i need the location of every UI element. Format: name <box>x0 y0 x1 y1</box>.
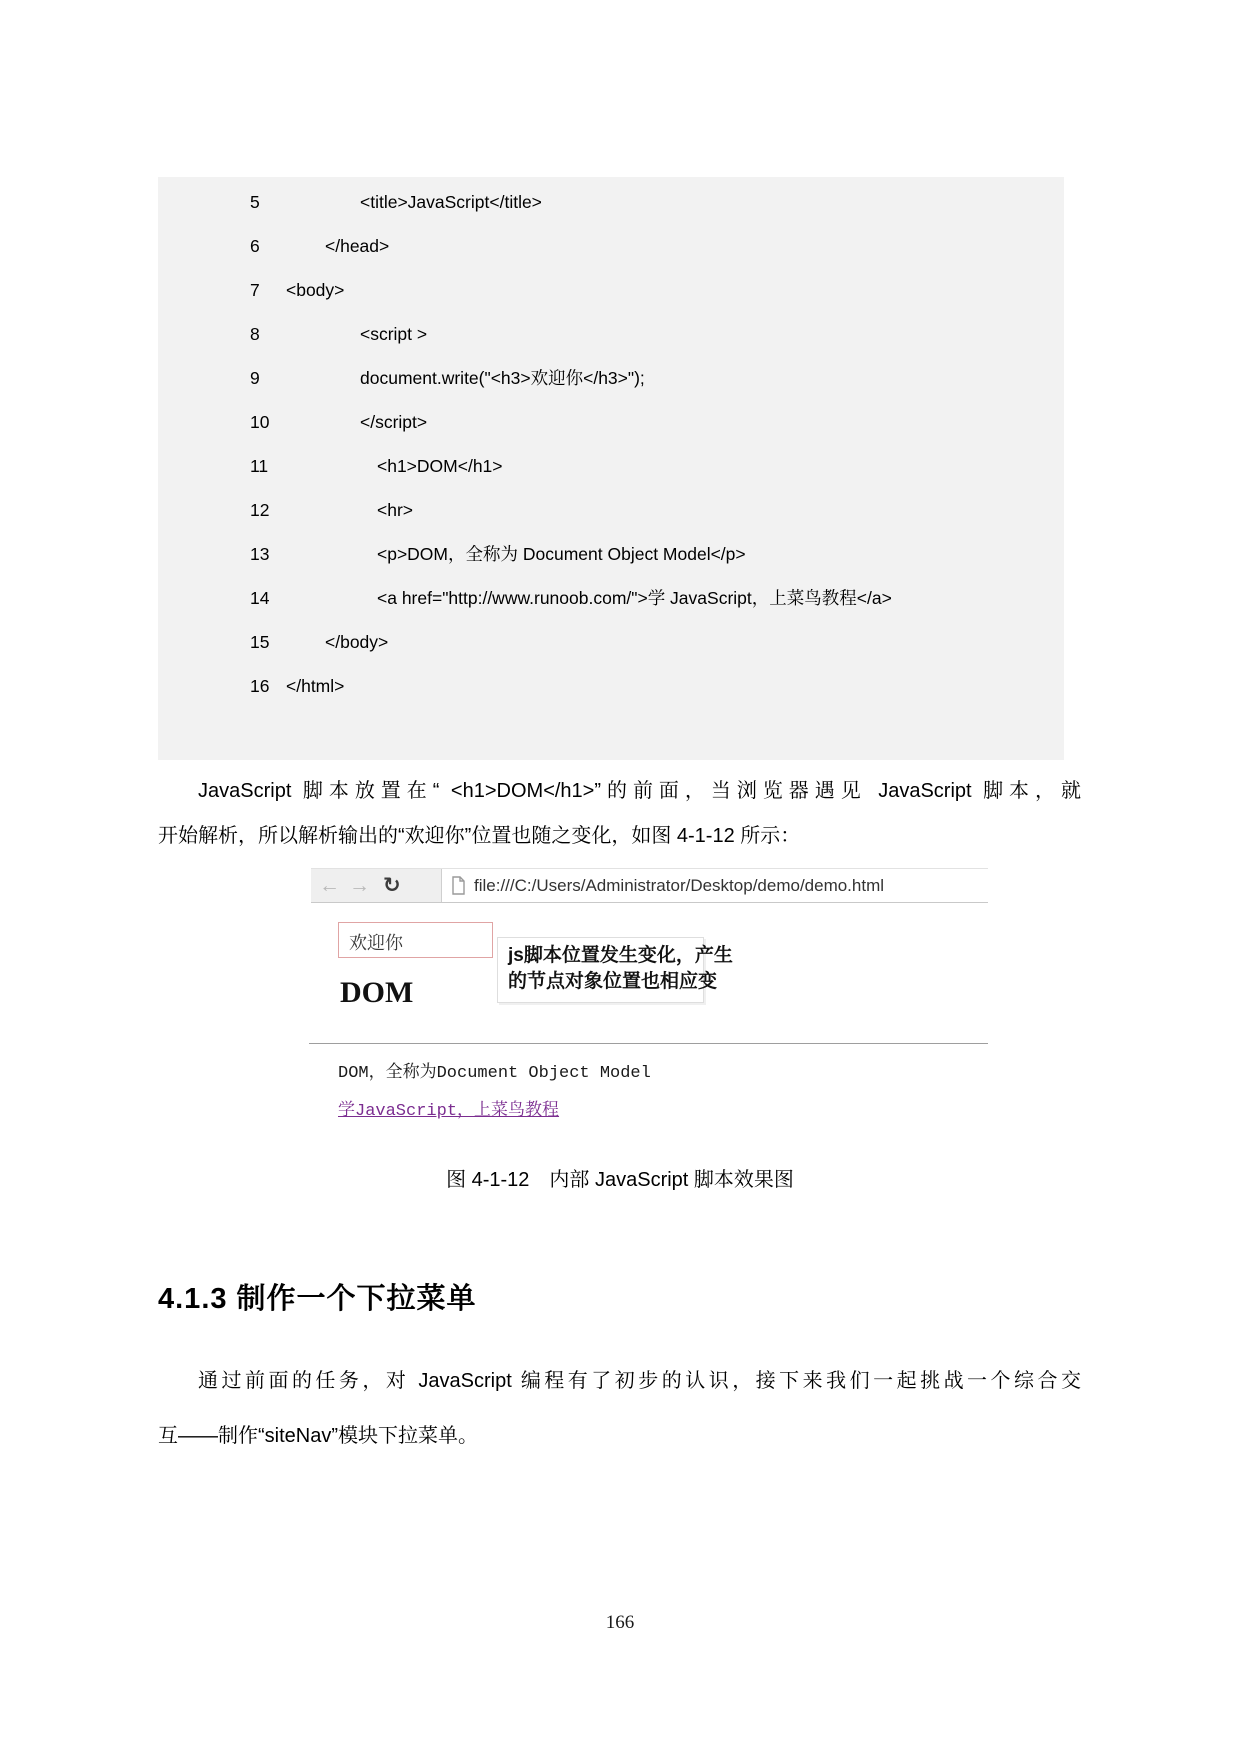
code-text: document.write("<h3>欢迎你</h3>"); <box>360 368 645 388</box>
code-line <box>158 444 1064 488</box>
line-number: 16 <box>250 676 270 696</box>
code-line <box>158 312 1064 356</box>
page-number: 166 <box>605 1612 635 1633</box>
line-number: 11 <box>250 456 269 476</box>
callout-line: 的节点对象位置也相应变 <box>508 971 718 992</box>
address-bar <box>441 869 988 902</box>
code-line <box>158 620 1064 664</box>
back-icon: ← <box>319 874 340 897</box>
body-paragraph-line: 通过前面的任务，对 JavaScript 编程有了初步的认识，接下来我们一起挑战一个综合交 <box>198 1370 1081 1392</box>
body-paragraph-line: JavaScript 脚本放置在“ <h1>DOM</h1>”的前面，当浏览器遇见 JavaScript 脚本，就 <box>198 780 1081 802</box>
annotation-callout <box>497 937 733 1003</box>
line-number: 5 <box>250 192 260 212</box>
dom-description-text: DOM，全称为Document Object Model <box>338 1064 651 1083</box>
code-text: <title>JavaScript</title> <box>360 192 542 212</box>
reload-icon: ↻ <box>383 874 401 897</box>
code-text: <script > <box>360 324 428 344</box>
runoob-link: 学JavaScript，上菜鸟教程 <box>338 1102 560 1121</box>
code-line <box>158 400 1064 444</box>
code-line <box>158 224 1064 268</box>
forward-icon: → <box>349 874 370 897</box>
line-number: 10 <box>250 412 270 432</box>
body-paragraph-line: 开始解析，所以解析输出的“欢迎你”位置也随之变化，如图 4-1-12 所示： <box>158 825 801 847</box>
horizontal-rule <box>309 1043 988 1044</box>
figure-caption: 图 4-1-12 内部 JavaScript 脚本效果图 <box>446 1169 794 1191</box>
code-listing <box>158 177 1064 760</box>
code-text: <body> <box>286 280 345 300</box>
page-icon <box>451 876 466 895</box>
dom-heading: DOM <box>340 976 414 1009</box>
line-number: 8 <box>250 324 260 344</box>
code-line <box>158 664 1064 708</box>
code-line <box>158 356 1064 400</box>
code-line <box>158 268 1064 312</box>
code-line <box>158 488 1064 532</box>
line-number: 9 <box>250 368 260 388</box>
code-line <box>158 180 1064 224</box>
browser-screenshot <box>307 868 988 1140</box>
line-number: 13 <box>250 544 270 564</box>
line-number: 12 <box>250 500 270 520</box>
welcome-text: 欢迎你 <box>349 933 403 953</box>
code-line <box>158 532 1064 576</box>
code-text: <hr> <box>377 500 413 520</box>
code-text: <h1>DOM</h1> <box>377 456 503 476</box>
code-text: </script> <box>360 412 428 432</box>
code-text: </html> <box>286 676 345 696</box>
section-heading: 4.1.3 制作一个下拉菜单 <box>158 1283 477 1315</box>
highlighted-welcome-box <box>338 922 493 958</box>
line-number: 14 <box>250 588 270 608</box>
code-text: </body> <box>325 632 389 652</box>
code-line <box>158 576 1064 620</box>
url-text: file:///C:/Users/Administrator/Desktop/demo/demo.html <box>474 875 885 895</box>
line-number: 7 <box>250 280 260 300</box>
code-text: <p>DOM，全称为 Document Object Model</p> <box>377 544 746 564</box>
code-text: <a href="http://www.runoob.com/">学 JavaScript，上菜鸟教程</a> <box>377 588 892 608</box>
line-number: 6 <box>250 236 260 256</box>
code-text: </head> <box>325 236 390 256</box>
callout-line: js脚本位置发生变化，产生 <box>508 945 733 966</box>
browser-toolbar <box>311 868 988 903</box>
line-number: 15 <box>250 632 270 652</box>
body-paragraph-line: 互——制作“siteNav”模块下拉菜单。 <box>158 1425 479 1447</box>
